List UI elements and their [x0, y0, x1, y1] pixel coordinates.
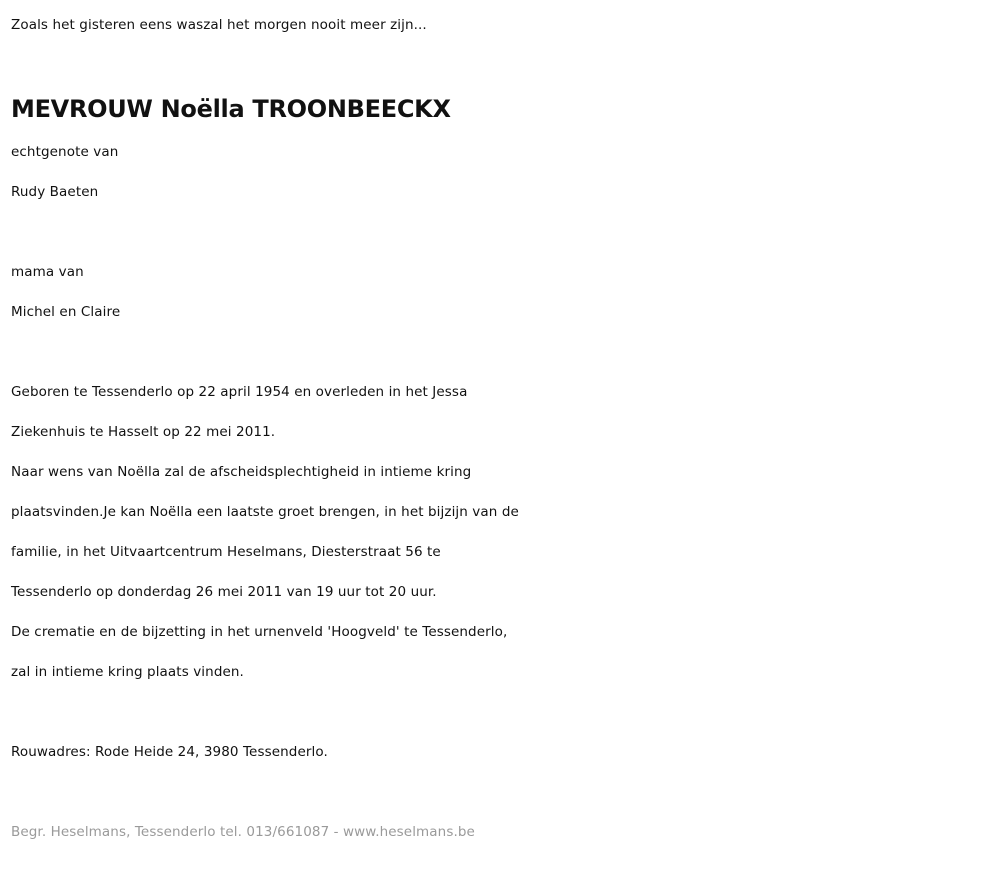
body-line: Ziekenhuis te Hasselt op 22 mei 2011.	[11, 424, 276, 440]
body-line: familie, in het Uitvaartcentrum Heselmans, Diesterstraat 56 te	[11, 544, 441, 560]
death-notice	[11, 0, 996, 852]
spacer	[11, 332, 996, 372]
body-line: plaatsvinden.Je kan Noëlla een laatste groet brengen, in het bijzijn van de	[11, 504, 519, 520]
funeral-home-footer: Begr. Heselmans, Tessenderlo tel. 013/661087 - www.heselmans.be	[11, 824, 475, 840]
body-line: Geboren te Tessenderlo op 22 april 1954 en overleden in het Jessa	[11, 384, 468, 400]
body-line: De crematie en de bijzetting in het urnenveld 'Hoogveld' te Tessenderlo,	[11, 624, 508, 640]
spouse-label: echtgenote van	[11, 144, 119, 160]
opening-quote: Zoals het gisteren eens waszal het morgen nooit meer zijn...	[11, 17, 427, 33]
spacer	[11, 212, 996, 252]
body-line: zal in intieme kring plaats vinden.	[11, 664, 244, 680]
spacer	[11, 772, 996, 812]
deceased-name: MEVROUW Noëlla TROONBEECKX	[11, 95, 451, 123]
notice-body	[11, 372, 996, 692]
spouse-name: Rudy Baeten	[11, 184, 99, 200]
spacer	[11, 692, 996, 732]
body-line: Tessenderlo op donderdag 26 mei 2011 van 19 uur tot 20 uur.	[11, 584, 437, 600]
children-label: mama van	[11, 264, 84, 280]
children-names: Michel en Claire	[11, 304, 121, 320]
body-line: Naar wens van Noëlla zal de afscheidsplechtigheid in intieme kring	[11, 464, 472, 480]
mourning-address: Rouwadres: Rode Heide 24, 3980 Tessenderlo.	[11, 744, 328, 760]
